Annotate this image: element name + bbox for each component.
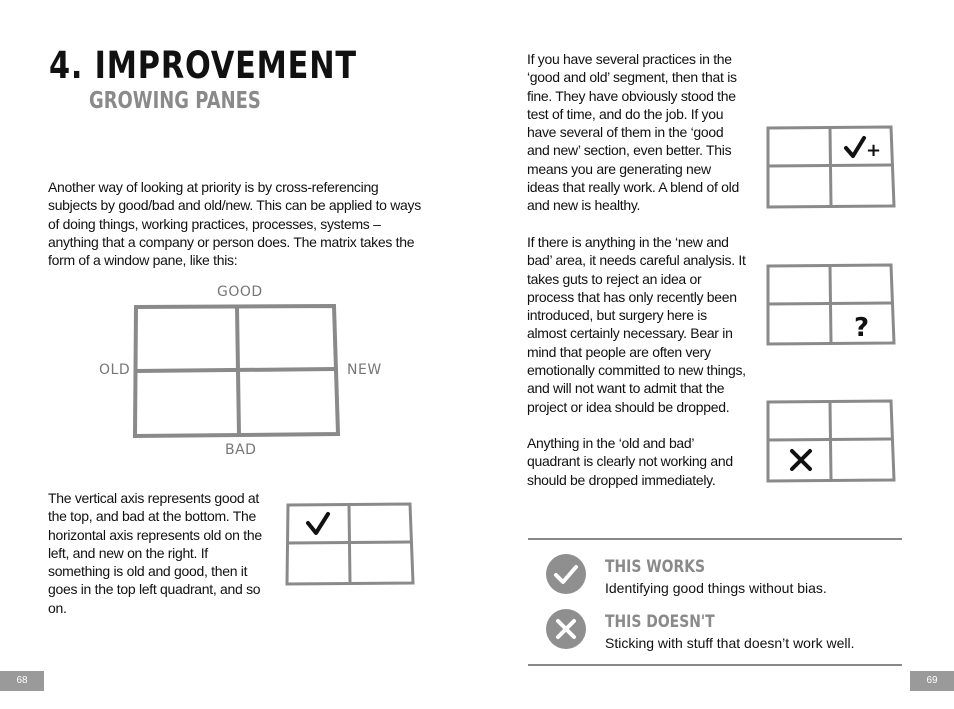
cross-icon bbox=[792, 451, 810, 469]
right-paragraph-3: Anything in the ‘old and bad’ quadrant is clearly not working and should be dropped immediately. bbox=[527, 435, 733, 488]
page-number-left: 68 bbox=[0, 671, 44, 691]
this-doesnt-title: THIS DOESN'T bbox=[605, 612, 715, 632]
matrix-label-good: GOOD bbox=[217, 284, 263, 300]
axis-paragraph: The vertical axis represents good at the top, and bad at the bottom. The horizontal axis represents old on the left, and new on the right. If something is old and good, then it goes in the top left quadrant, and so on. bbox=[48, 490, 262, 616]
matrix-label-old: OLD bbox=[99, 362, 131, 378]
x-circle-icon bbox=[545, 608, 587, 650]
question-mark: ? bbox=[854, 313, 870, 343]
matrix-label-new: NEW bbox=[347, 362, 382, 378]
plus-mark: + bbox=[866, 140, 882, 161]
this-works-text: Identifying good things without bias. bbox=[605, 580, 827, 596]
right-paragraph-1: If you have several practices in the ‘good and old’ segment, then that is fine. They have obviously stood the test of time, and do the job. If you have several of them in the ‘good and new’ section, even better. This means you are generating new ideas that really work. A blend of old and new is healthy. bbox=[527, 51, 739, 214]
pane-new-good bbox=[764, 124, 900, 210]
this-works-title: THIS WORKS bbox=[605, 557, 706, 577]
tips-divider-bottom bbox=[528, 664, 902, 666]
right-paragraph-2: If there is anything in the ‘new and bad’ area, it needs careful analysis. It takes guts to reject an idea or process that has only recently been introduced, but surgery here is almost certainly necessary. Bear in mind that people are often very emotionally committed to new things, and will not want to admit that the project or idea should be dropped. bbox=[527, 234, 746, 415]
pane-old-bad bbox=[764, 398, 900, 486]
check-icon bbox=[308, 514, 328, 533]
chapter-subtitle: GROWING PANES bbox=[89, 88, 261, 114]
pane-old-good bbox=[284, 501, 418, 587]
priority-matrix bbox=[130, 302, 344, 440]
page-number-right: 69 bbox=[910, 671, 954, 691]
pane-new-bad bbox=[764, 262, 900, 348]
tips-divider-top bbox=[528, 538, 902, 540]
chapter-title: 4. IMPROVEMENT bbox=[49, 44, 357, 87]
matrix-label-bad: BAD bbox=[225, 442, 257, 458]
check-circle-icon bbox=[545, 553, 587, 595]
this-doesnt-text: Sticking with stuff that doesn’t work well. bbox=[605, 635, 855, 651]
check-icon bbox=[846, 138, 864, 156]
intro-paragraph: Another way of looking at priority is by cross-referencing subjects by good/bad and old/new. This can be applied to ways of doing things, working practices, processes, systems – anything that a company or person does. The matrix takes the form of a window pane, like this: bbox=[48, 179, 421, 269]
